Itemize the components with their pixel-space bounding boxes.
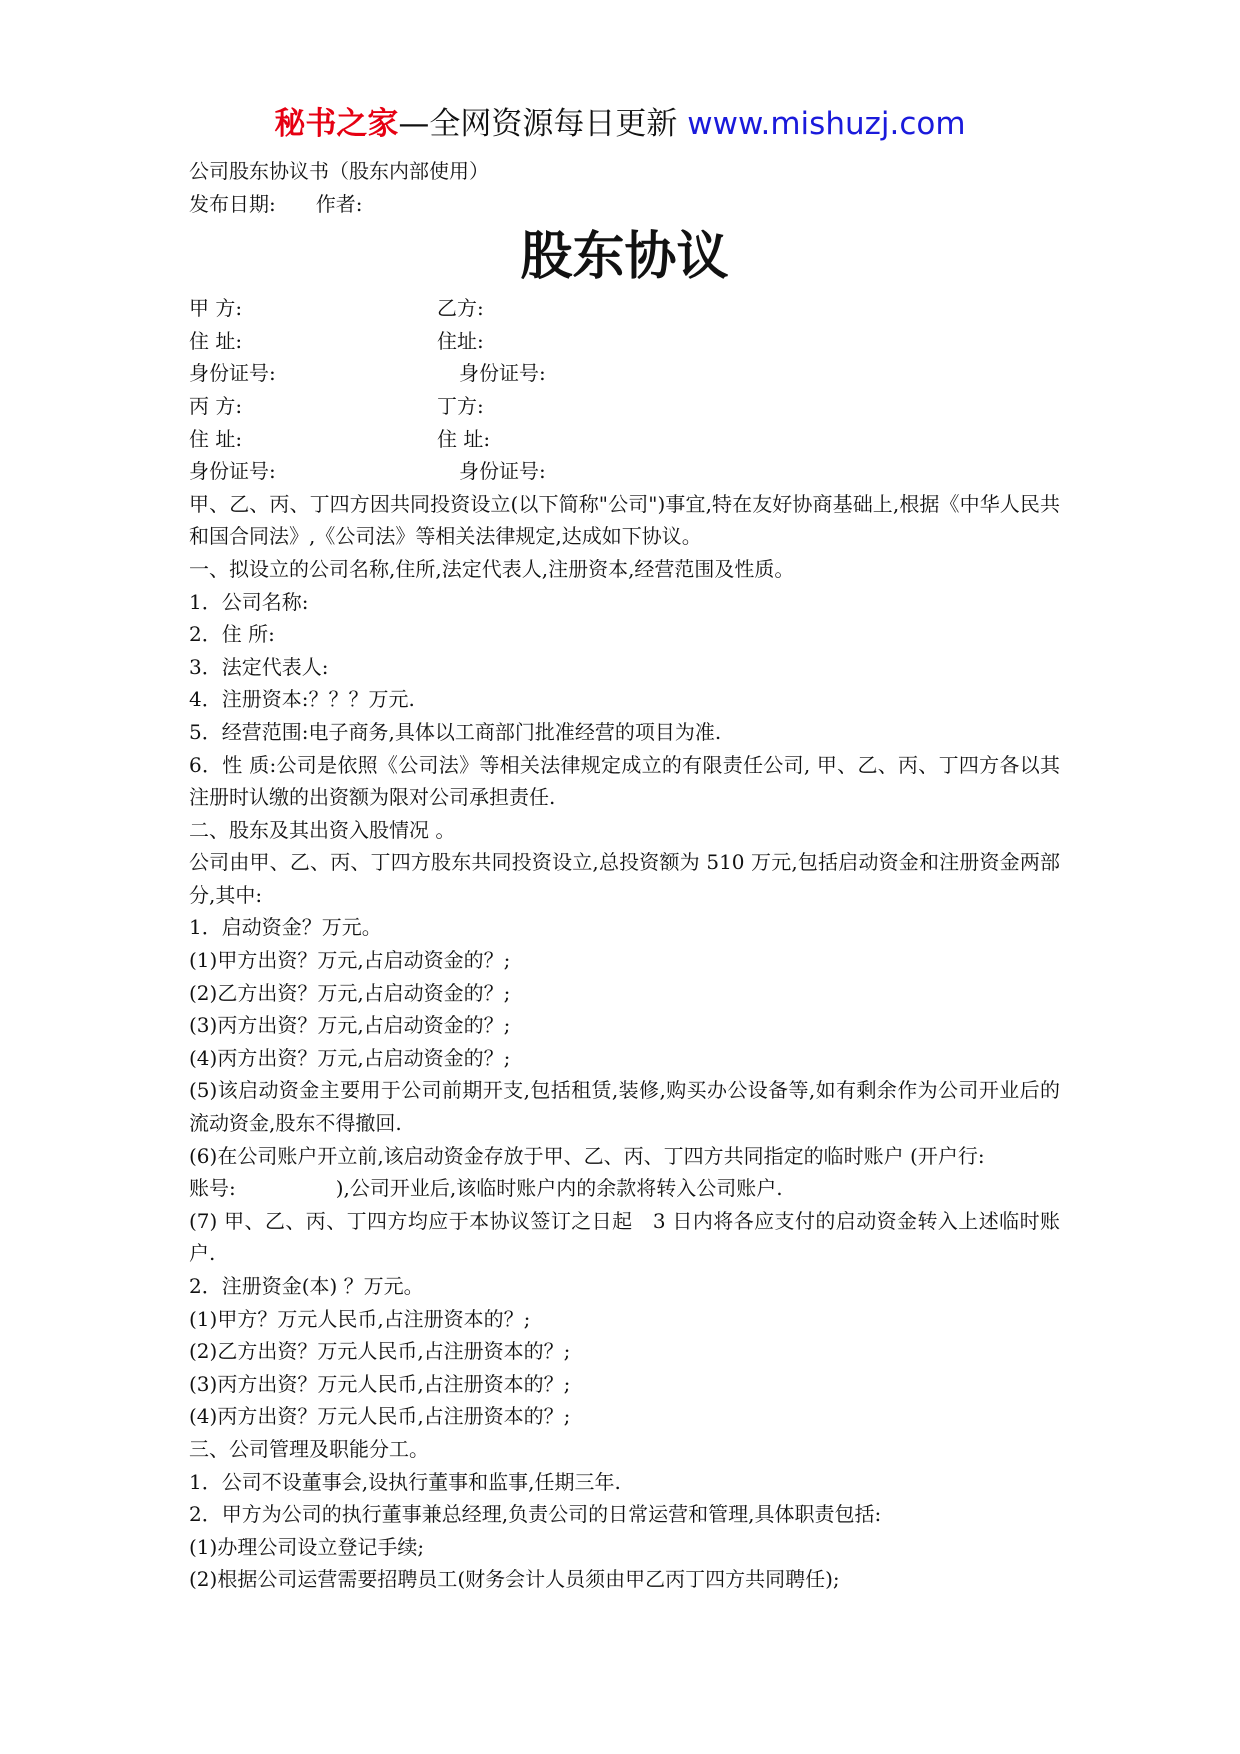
section-heading: 二、股东及其出资入股情况 。: [189, 817, 456, 842]
list-item: (4)丙方出资？万元,占启动资金的？;: [189, 1045, 511, 1070]
list-item: (1)办理公司设立登记手续;: [189, 1534, 425, 1559]
list-item: (5)该启动资金主要用于公司前期开支,包括租赁,装修,购买办公设备等,如有剩余作为公司开业后的流动资金,股东不得撤回.: [189, 1078, 1060, 1136]
list-item: 4．注册资本:？？？万元.: [189, 687, 415, 712]
list-item: (4)丙方出资？万元人民币,占注册资本的？;: [189, 1404, 571, 1429]
list-item: 1．公司不设董事会,设执行董事和监事,任期三年.: [189, 1469, 621, 1494]
list-item-continued: 账号: ),公司开业后,该临时账户内的余款将转入公司账户.: [189, 1176, 783, 1201]
list-item: (2)根据公司运营需要招聘员工(财务会计人员须由甲乙丙丁四方共同聘任);: [189, 1567, 840, 1592]
party-label: 身份证号:: [459, 459, 546, 484]
list-item: (7) 甲、乙、丙、丁四方均应于本协议签订之日起 3 日内将各应支付的启动资金转入上述临时账户.: [189, 1208, 1060, 1266]
party-label: 丁方:: [437, 393, 484, 418]
list-item: 2．住 所:: [189, 622, 275, 647]
party-row: [189, 292, 1060, 325]
section-heading: 一、拟设立的公司名称,住所,法定代表人,注册资本,经营范围及性质。: [189, 556, 795, 581]
party-label: 身份证号:: [189, 361, 276, 386]
list-item: (3)丙方出资？万元人民币,占注册资本的？;: [189, 1371, 571, 1396]
list-item: 6．性 质:公司是依照《公司法》等相关法律规定成立的有限责任公司, 甲、乙、丙、丁四方各以其注册时认缴的出资额为限对公司承担责任.: [189, 752, 1060, 810]
list-item: 3．法定代表人:: [189, 654, 329, 679]
party-label: 乙方:: [437, 296, 484, 321]
document-meta: 发布日期: 作者:: [189, 191, 363, 216]
document-body: [189, 155, 1060, 1596]
party-row: [189, 423, 1060, 456]
party-label: 住 址:: [437, 426, 491, 451]
party-row: [189, 455, 1060, 488]
document-subtitle: 公司股东协议书（股东内部使用）: [189, 159, 489, 183]
list-item: 1．公司名称:: [189, 589, 309, 614]
banner-slogan: —全网资源每日更新: [398, 106, 688, 142]
list-item: (3)丙方出资？万元,占启动资金的？;: [189, 1013, 511, 1038]
subsection-heading: 2．注册资金(本) ？万元。: [189, 1274, 424, 1298]
party-label: 身份证号:: [189, 459, 276, 484]
party-row: [189, 325, 1060, 358]
document-title: 股东协议: [520, 227, 729, 288]
section-heading: 三、公司管理及职能分工。: [189, 1436, 429, 1461]
intro-paragraph: 甲、乙、丙、丁四方因共同投资设立(以下简称"公司")事宜,特在友好协商基础上,根据《中华人民共和国合同法》,《公司法》等相关法律规定,达成如下协议。: [189, 491, 1060, 549]
list-item: (2)乙方出资？万元人民币,占注册资本的？;: [189, 1339, 571, 1364]
party-label: 甲 方:: [189, 296, 243, 321]
party-row: [189, 357, 1060, 390]
party-label: 住 址:: [189, 426, 243, 451]
party-label: 身份证号:: [459, 361, 546, 386]
party-label: 住 址:: [189, 328, 243, 353]
banner-url-link[interactable]: www.mishuzj.com: [687, 106, 966, 142]
site-banner: [0, 104, 1240, 144]
list-item: 5．经营范围:电子商务,具体以工商部门批准经营的项目为准.: [189, 719, 722, 744]
party-label: 丙 方:: [189, 393, 243, 418]
list-item: (2)乙方出资？万元,占启动资金的？;: [189, 980, 511, 1005]
list-item: (1)甲方？万元人民币,占注册资本的？;: [189, 1306, 531, 1331]
party-label: 住址:: [437, 328, 484, 353]
party-row: [189, 390, 1060, 423]
list-item: (6)在公司账户开立前,该启动资金存放于甲、乙、丙、丁四方共同指定的临时账户 (开户行:: [189, 1143, 985, 1168]
subsection-heading: 1．启动资金？万元。: [189, 915, 382, 940]
banner-brand: 秘书之家: [274, 106, 399, 142]
section-paragraph: 公司由甲、乙、丙、丁四方股东共同投资设立,总投资额为 510 万元,包括启动资金和注册资金两部分,其中:: [189, 850, 1060, 907]
list-item: (1)甲方出资？万元,占启动资金的？;: [189, 948, 511, 973]
list-item: 2．甲方为公司的执行董事兼总经理,负责公司的日常运营和管理,具体职责包括:: [189, 1502, 882, 1527]
